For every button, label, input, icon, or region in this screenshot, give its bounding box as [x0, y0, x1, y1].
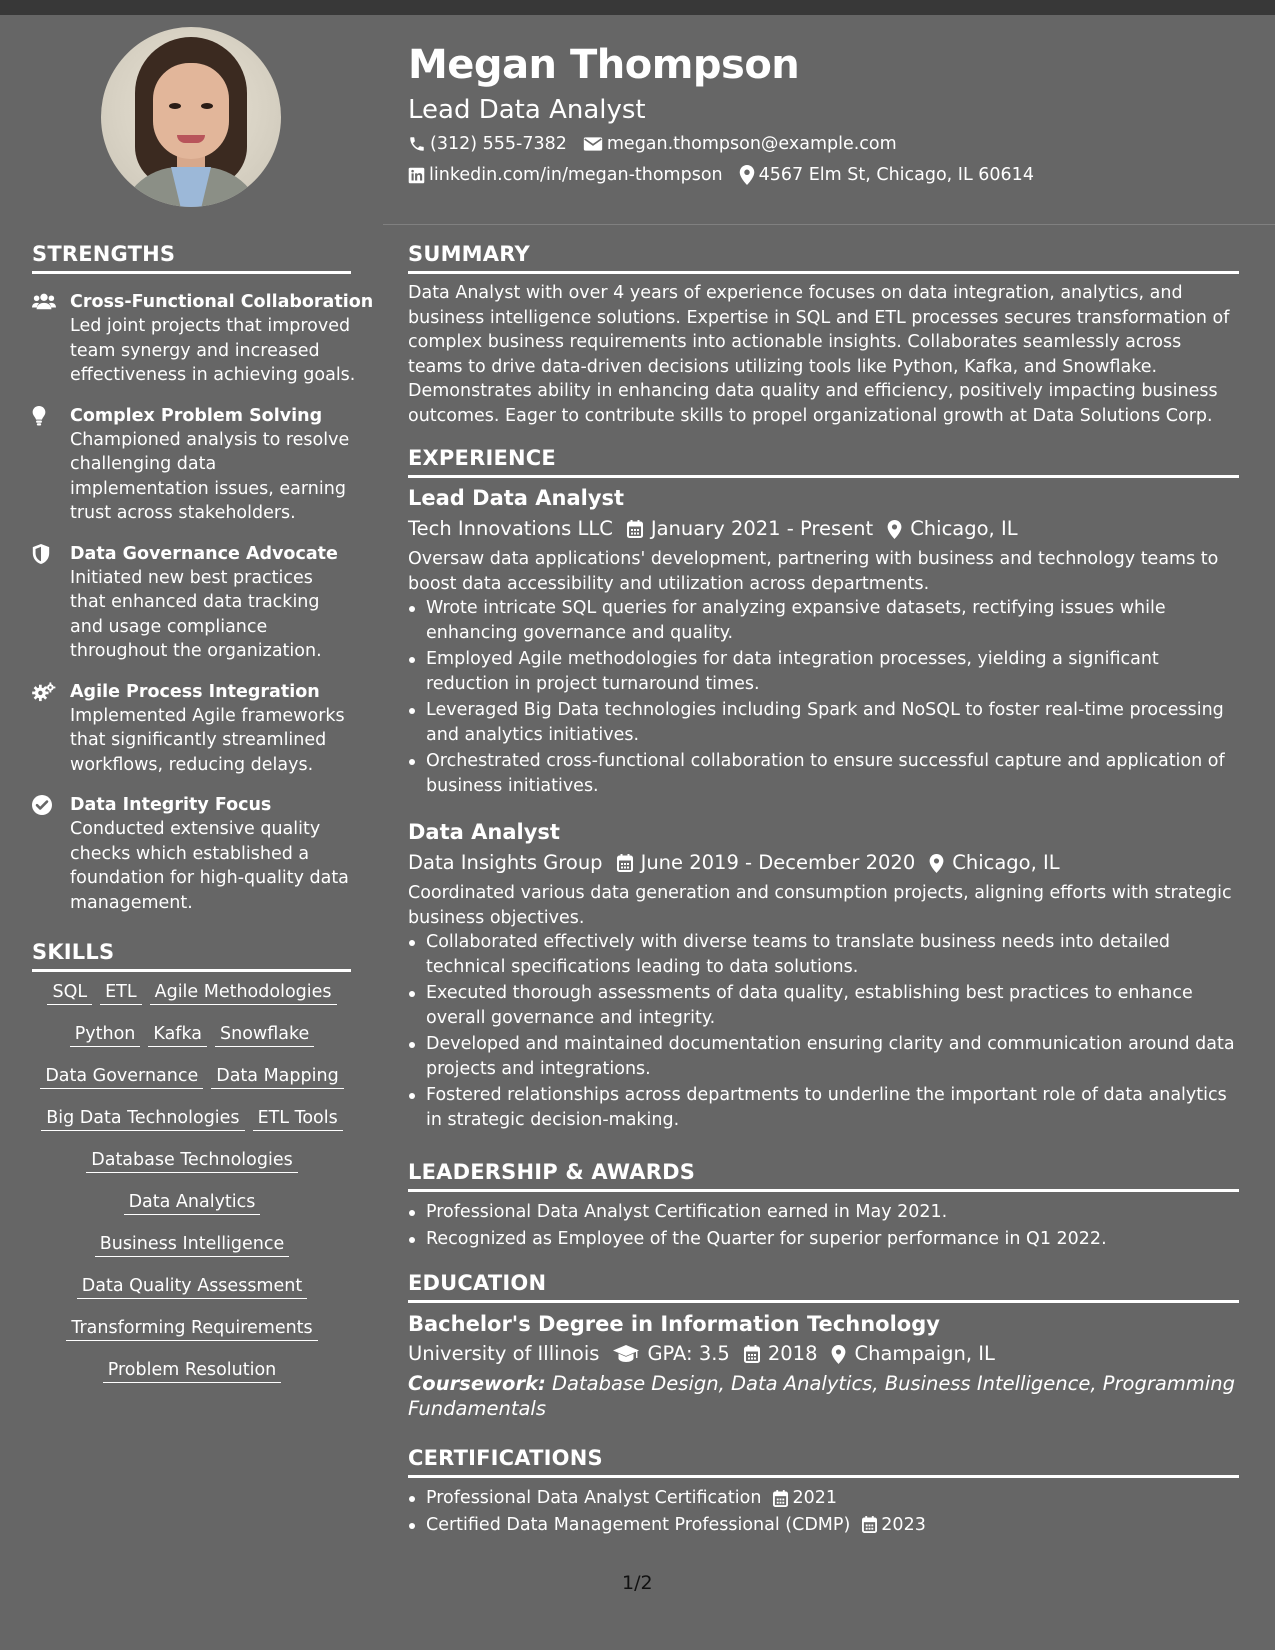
job-dates-item [627, 516, 873, 542]
skill-tag: Kafka [148, 1022, 207, 1047]
map-pin-icon [831, 1345, 846, 1364]
phone-item [408, 134, 567, 154]
skill-tag: ETL Tools [253, 1106, 343, 1131]
coursework-list: Database Design, Data Analytics, Business Intelligence, Programming Fundamentals [408, 1372, 1235, 1420]
school-location-item [831, 1341, 994, 1367]
skill-tag: Agile Methodologies [150, 980, 337, 1005]
skill-tag: Data Analytics [124, 1190, 261, 1215]
school-name: University of Illinois [408, 1342, 600, 1365]
skill-tag: Business Intelligence [95, 1232, 290, 1257]
address-text: 4567 Elm St, Chicago, IL 60614 [758, 165, 1034, 185]
strength-title: Agile Process Integration [70, 681, 320, 702]
summary-heading: SUMMARY [408, 242, 530, 266]
skills-list [32, 980, 352, 1383]
users-icon [32, 292, 56, 310]
leadership-rule [408, 1189, 1239, 1192]
job-title: Data Analyst [408, 820, 560, 844]
profile-photo [101, 27, 281, 207]
job-location: Chicago, IL [910, 517, 1018, 540]
check-circle-icon [32, 795, 52, 815]
job-location-item [929, 850, 1059, 876]
skill-tag: Python [70, 1022, 141, 1047]
skills-heading: SKILLS [32, 940, 115, 964]
summary-rule [408, 271, 1239, 274]
leadership-list [408, 1200, 1238, 1251]
certifications-heading: CERTIFICATIONS [408, 1446, 603, 1470]
job-bullets [408, 596, 1238, 798]
skill-tag: SQL [47, 980, 92, 1005]
strength-item [32, 793, 352, 915]
job-bullet: Developed and maintained documentation ensuring clarity and communication around data projects and integrations. [426, 1032, 1238, 1081]
coursework-label: Coursework: [408, 1372, 546, 1395]
education-entry [408, 1311, 1238, 1421]
graduation-cap-icon [613, 1345, 639, 1363]
company-name: Data Insights Group [408, 851, 603, 874]
education-heading: EDUCATION [408, 1271, 547, 1295]
leadership-item: Recognized as Employee of the Quarter for superior performance in Q1 2022. [426, 1227, 1238, 1252]
map-pin-icon [739, 165, 755, 185]
certification-year: 2021 [792, 1488, 837, 1508]
strength-title: Data Governance Advocate [70, 543, 338, 564]
contact-row-2 [408, 165, 1050, 185]
gpa-text: GPA: 3.5 [647, 1342, 730, 1365]
phone-icon [408, 135, 426, 153]
strength-item [32, 404, 352, 526]
certifications-rule [408, 1475, 1239, 1478]
gpa-item [613, 1341, 729, 1367]
shield-icon [32, 544, 50, 564]
strengths-heading: STRENGTHS [32, 242, 176, 266]
job-dates: June 2019 - December 2020 [640, 851, 916, 874]
job-meta [408, 516, 1238, 542]
strength-description: Implemented Agile frameworks that significantly streamlined workflows, reducing delays. [70, 705, 345, 775]
strength-item [32, 542, 352, 664]
map-pin-icon [929, 854, 944, 873]
skill-tag: Snowflake [215, 1022, 314, 1047]
candidate-title: Lead Data Analyst [408, 95, 646, 125]
skill-tag: Database Technologies [86, 1148, 297, 1173]
email-text: megan.thompson@example.com [606, 134, 897, 154]
skill-tag: Data Quality Assessment [77, 1274, 307, 1299]
job-bullet: Employed Agile methodologies for data integration processes, yielding a significant reduction in project turnaround times. [426, 647, 1238, 696]
leadership-section [408, 1200, 1238, 1253]
address-item [739, 165, 1034, 185]
skill-tag: ETL [100, 980, 142, 1005]
email-item [583, 134, 897, 154]
experience-heading: EXPERIENCE [408, 446, 556, 470]
skill-tag: Data Mapping [211, 1064, 343, 1089]
skill-tag: Transforming Requirements [66, 1316, 317, 1341]
job-entry [408, 819, 1238, 1134]
map-pin-icon [887, 520, 902, 539]
strengths-rule [32, 271, 351, 274]
graduation-year: 2018 [767, 1342, 818, 1365]
job-location-item [887, 516, 1017, 542]
certification-year: 2023 [881, 1514, 926, 1535]
strength-title: Cross-Functional Collaboration [70, 292, 374, 312]
linkedin-icon [408, 167, 425, 184]
strengths-list [32, 290, 374, 931]
skills-rule [32, 969, 351, 972]
linkedin-item [408, 165, 723, 185]
gears-icon [32, 682, 56, 702]
top-bar [0, 0, 1275, 15]
job-dates-item [617, 850, 916, 876]
summary-text: Data Analyst with over 4 years of experience focuses on data integration, analytics, and business intelligence solutions. Expertise in SQL and ETL processes secures transformation of complex business requirements into actionable insights. Collaborates seamlessly across teams to drive data-driven decisions utilizing tools like Python, Kafka, and Snowflake. Demonstrates ability in enhancing data quality and efficiency, positively impacting business outcomes. Eager to contribute skills to propel organizational growth at Data Solutions Corp. [408, 283, 1230, 426]
education-rule [408, 1300, 1239, 1303]
strength-description: Initiated new best practices that enhanced data tracking and usage compliance throughout the organization. [70, 567, 322, 661]
certification-item [426, 1513, 1238, 1538]
strength-title: Data Integrity Focus [70, 795, 272, 815]
degree-title: Bachelor's Degree in Information Technology [408, 1312, 940, 1336]
skill-tag: Data Governance [40, 1064, 203, 1089]
strength-item [32, 680, 352, 778]
skill-tag: Problem Resolution [103, 1358, 282, 1383]
calendar-icon [862, 1516, 877, 1533]
job-bullet: Executed thorough assessments of data quality, establishing best practices to enhance overall governance and integrity. [426, 981, 1238, 1030]
job-bullet: Fostered relationships across departments to underline the important role of data analytics in strategic decision-making. [426, 1083, 1238, 1132]
education-meta [408, 1341, 1238, 1367]
certifications-section [408, 1486, 1238, 1539]
graduation-year-item [744, 1341, 818, 1367]
strength-description: Led joint projects that improved team synergy and increased effectiveness in achieving goals. [70, 316, 356, 385]
job-meta [408, 850, 1238, 876]
header-divider [383, 224, 1275, 225]
job-description: Coordinated various data generation and consumption projects, aligning efforts with strategic business objectives. [408, 883, 1232, 928]
job-entry [408, 485, 1238, 800]
job-bullet: Leveraged Big Data technologies including Spark and NoSQL to foster real-time processing and analytics initiatives. [426, 698, 1238, 747]
certification-item [426, 1486, 1238, 1511]
company-name: Tech Innovations LLC [408, 517, 613, 540]
calendar-icon [627, 520, 643, 538]
linkedin-text: linkedin.com/in/megan-thompson [429, 165, 723, 185]
certification-name: Professional Data Analyst Certification [426, 1488, 762, 1508]
calendar-icon [617, 854, 633, 872]
job-dates: January 2021 - Present [650, 517, 874, 540]
phone-text: (312) 555-7382 [430, 134, 567, 154]
skill-tag: Big Data Technologies [41, 1106, 244, 1131]
job-location: Chicago, IL [952, 851, 1060, 874]
calendar-icon [773, 1490, 788, 1507]
school-location: Champaign, IL [854, 1342, 995, 1365]
job-title: Lead Data Analyst [408, 486, 625, 510]
strength-title: Complex Problem Solving [70, 405, 323, 426]
contact-row-1 [408, 134, 913, 154]
leadership-heading: LEADERSHIP & AWARDS [408, 1160, 696, 1184]
lightbulb-icon [32, 406, 46, 426]
experience-rule [408, 475, 1239, 478]
job-bullet: Wrote intricate SQL queries for analyzing expansive datasets, rectifying issues while enhancing governance and quality. [426, 596, 1238, 645]
page-number: 1/2 [622, 1572, 653, 1594]
leadership-item: Professional Data Analyst Certification earned in May 2021. [426, 1200, 1238, 1225]
job-bullet: Collaborated effectively with diverse teams to translate business needs into detailed technical specifications leading to data solutions. [426, 930, 1238, 979]
envelope-icon [583, 136, 603, 152]
calendar-icon [744, 1345, 760, 1363]
strength-description: Conducted extensive quality checks which established a foundation for high-quality data management. [70, 819, 349, 913]
job-bullet: Orchestrated cross-functional collaboration to ensure successful capture and application of business initiatives. [426, 749, 1238, 798]
coursework [408, 1371, 1238, 1421]
strength-description: Championed analysis to resolve challenging data implementation issues, earning trust across stakeholders. [70, 429, 350, 523]
candidate-name: Megan Thompson [408, 42, 800, 88]
job-description: Oversaw data applications' development, partnering with business and technology teams to boost data accessibility and utilization across departments. [408, 549, 1219, 594]
job-bullets [408, 930, 1238, 1132]
certification-name: Certified Data Management Professional (CDMP) [426, 1514, 851, 1535]
strength-item [32, 290, 374, 388]
certifications-list [408, 1486, 1238, 1537]
